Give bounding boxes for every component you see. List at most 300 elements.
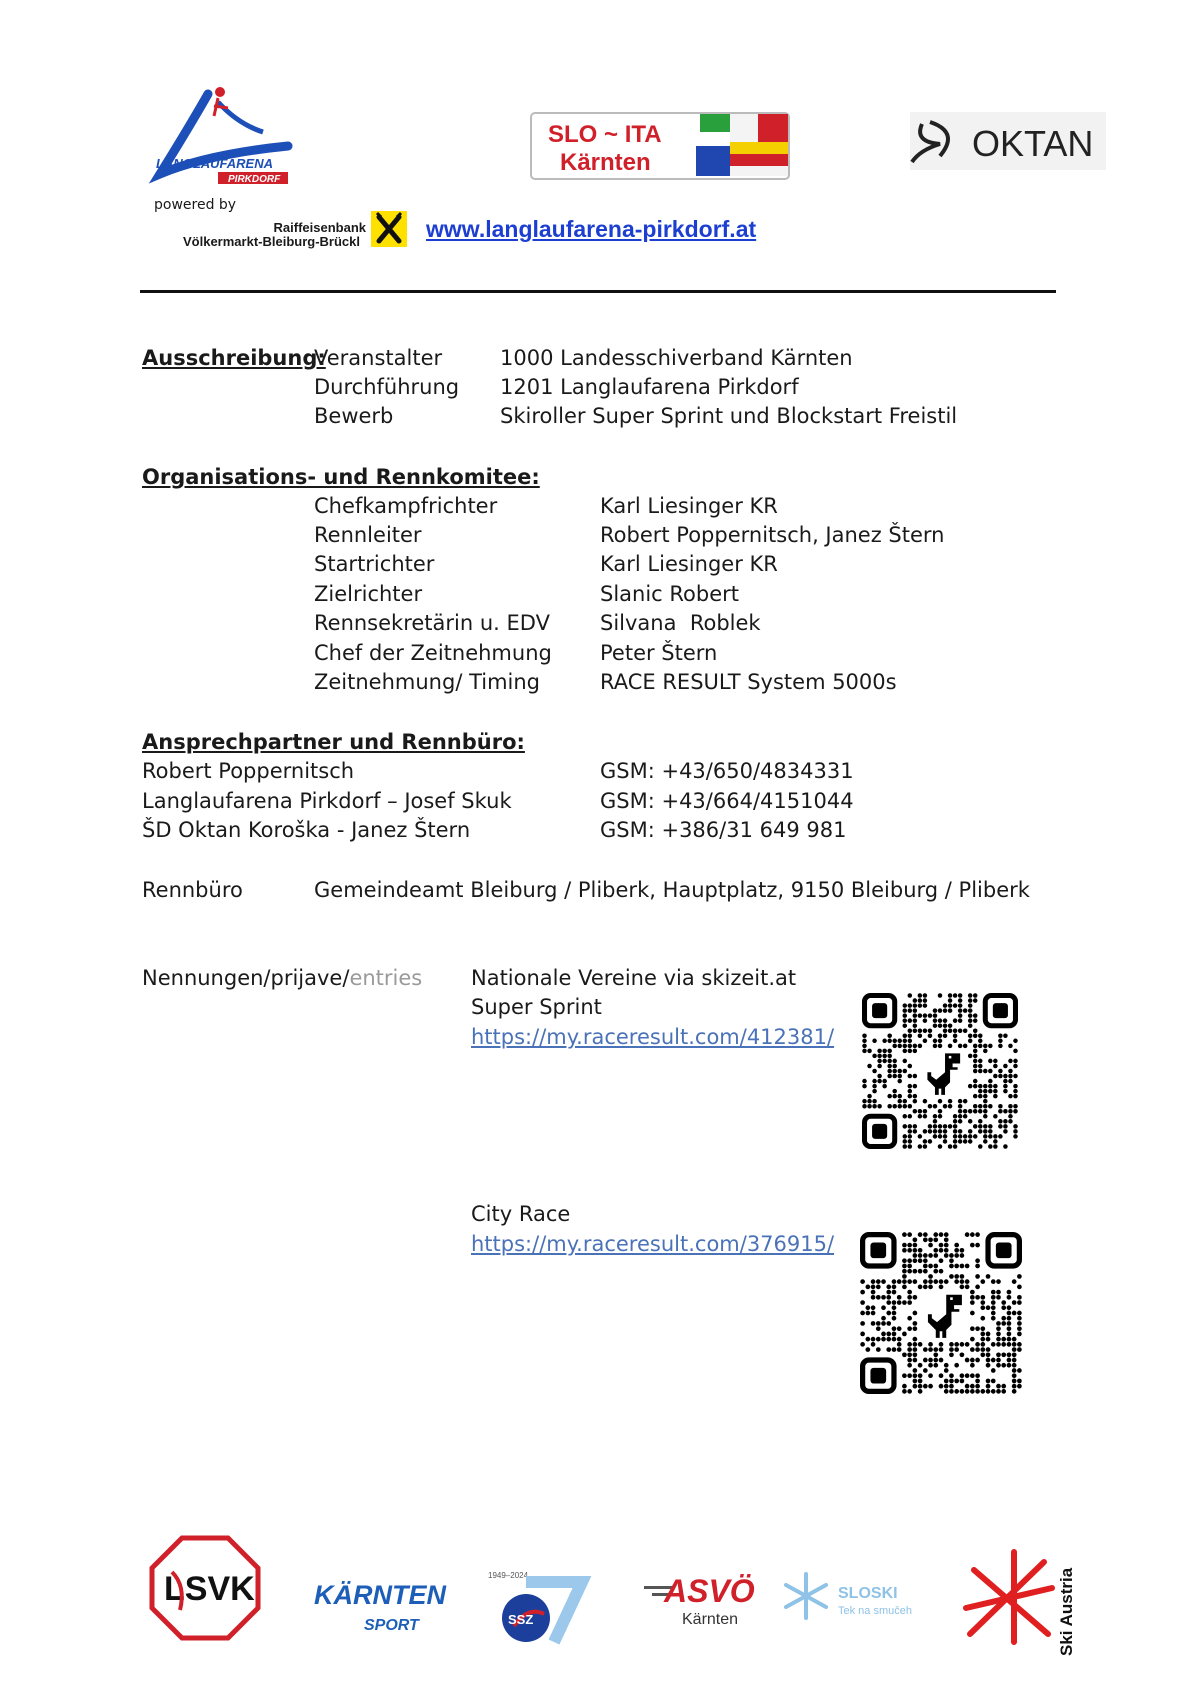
qr-finder-inner	[993, 1003, 1008, 1018]
header-divider	[140, 290, 1056, 293]
qr-module	[913, 998, 918, 1003]
qr-module	[928, 1028, 933, 1033]
qr-module	[918, 1363, 923, 1368]
qr-module	[975, 1358, 980, 1363]
qr-module	[1013, 1059, 1018, 1064]
qr-module	[978, 1084, 983, 1089]
qr-module	[882, 1084, 887, 1089]
qr-module	[902, 1264, 907, 1269]
qr-module	[944, 1384, 949, 1389]
qr-module	[953, 1144, 958, 1149]
qr-module	[923, 1358, 928, 1363]
qr-module	[978, 1144, 983, 1149]
qr-module	[991, 1279, 996, 1284]
qr-module	[938, 1144, 943, 1149]
qr-module	[918, 1389, 923, 1394]
contact-phone: GSM: +386/31 649 981	[600, 818, 847, 842]
qr-module	[871, 1342, 876, 1347]
qr-module	[928, 1285, 933, 1290]
qr-module	[933, 1253, 938, 1258]
qr-module	[944, 1237, 949, 1242]
qr-module	[877, 1064, 882, 1069]
qr-module	[980, 1352, 985, 1357]
qr-module	[860, 1279, 865, 1284]
qr-module	[908, 1094, 913, 1099]
qr-module	[960, 1253, 965, 1258]
qr-module	[958, 993, 963, 998]
qr-module	[903, 1008, 908, 1013]
qr-module	[902, 1279, 907, 1284]
qr-module	[913, 1258, 918, 1263]
qr-module	[881, 1337, 886, 1342]
qr-module	[928, 1139, 933, 1144]
qr-module	[1012, 1373, 1017, 1378]
qr-module	[1012, 1358, 1017, 1363]
qr-module	[913, 1384, 918, 1389]
qr-module	[903, 1013, 908, 1018]
qr-module	[973, 1134, 978, 1139]
qr-module	[923, 1232, 928, 1237]
langlaufarena-logo-text: LANGLAUFARENA	[156, 156, 273, 171]
qr-module	[892, 1039, 897, 1044]
qr-module	[978, 1104, 983, 1109]
qr-module	[960, 1342, 965, 1347]
qr-module	[970, 1311, 975, 1316]
qr-module	[954, 1389, 959, 1394]
qr-module	[963, 1114, 968, 1119]
qr-module	[986, 1352, 991, 1357]
qr-module	[938, 1129, 943, 1134]
qr-module	[860, 1300, 865, 1305]
qr-module	[953, 1134, 958, 1139]
qr-module	[968, 1008, 973, 1013]
qr-module	[949, 1379, 954, 1384]
qr-module	[949, 1373, 954, 1378]
qr-module	[975, 1232, 980, 1237]
qr-module	[897, 1347, 902, 1352]
qr-module	[865, 1337, 870, 1342]
qr-module	[938, 1124, 943, 1129]
qr-module	[918, 1384, 923, 1389]
qr-module	[998, 1034, 1003, 1039]
qr-module	[897, 1279, 902, 1284]
qr-module	[907, 1389, 912, 1394]
city-race-title: City Race	[471, 1202, 571, 1226]
qr-module	[1013, 1109, 1018, 1114]
qr-module	[1007, 1290, 1012, 1295]
qr-module	[886, 1347, 891, 1352]
contact-phone: GSM: +43/664/4151044	[600, 789, 854, 813]
qr-finder-inner	[872, 1124, 887, 1139]
qr-module	[908, 1039, 913, 1044]
qr-module	[998, 1134, 1003, 1139]
qr-module	[948, 1144, 953, 1149]
qr-module	[949, 1264, 954, 1269]
qr-module	[988, 1144, 993, 1149]
qr-module	[949, 1258, 954, 1263]
qr-module	[948, 1028, 953, 1033]
qr-module	[881, 1332, 886, 1337]
qr-module	[903, 1044, 908, 1049]
qr-module	[970, 1295, 975, 1300]
qr-module	[954, 1248, 959, 1253]
qr-module	[978, 1094, 983, 1099]
qr-module	[933, 1347, 938, 1352]
qr-module	[968, 1129, 973, 1134]
contact-name: Langlaufarena Pirkdorf – Josef Skuk	[142, 789, 512, 813]
qr-module	[892, 1285, 897, 1290]
qr-module	[913, 1003, 918, 1008]
qr-module	[882, 1049, 887, 1054]
qr-module	[938, 1039, 943, 1044]
qr-module	[943, 1139, 948, 1144]
qr-module	[996, 1279, 1001, 1284]
qr-module	[953, 1114, 958, 1119]
qr-module	[965, 1285, 970, 1290]
qr-module	[1008, 1059, 1013, 1064]
qr-module	[958, 1044, 963, 1049]
komitee-label: Chef der Zeitnehmung	[314, 641, 552, 665]
qr-module	[954, 1253, 959, 1258]
qr-module	[958, 1129, 963, 1134]
qr-module	[923, 1347, 928, 1352]
qr-module	[983, 1084, 988, 1089]
qr-module	[908, 1049, 913, 1054]
qr-module	[887, 1034, 892, 1039]
qr-module	[975, 1243, 980, 1248]
qr-module	[902, 1389, 907, 1394]
qr-module	[1007, 1326, 1012, 1331]
qr-module	[986, 1305, 991, 1310]
qr-module	[928, 1347, 933, 1352]
qr-module	[933, 1363, 938, 1368]
qr-module	[892, 1316, 897, 1321]
qr-module	[928, 1253, 933, 1258]
qr-module	[991, 1368, 996, 1373]
qr-module	[903, 1034, 908, 1039]
qr-module	[862, 1079, 867, 1084]
qr-module	[933, 1134, 938, 1139]
qr-module	[958, 1139, 963, 1144]
qr-module	[939, 1342, 944, 1347]
qr-module	[923, 998, 928, 1003]
qr-module	[953, 1018, 958, 1023]
qr-module	[933, 1232, 938, 1237]
qr-module	[958, 998, 963, 1003]
qr-module	[991, 1295, 996, 1300]
qr-module	[938, 1034, 943, 1039]
qr-module	[887, 1069, 892, 1074]
qr-module	[978, 1109, 983, 1114]
qr-module	[958, 1028, 963, 1033]
ski-austria-logo	[960, 1548, 1080, 1658]
qr-module	[949, 1389, 954, 1394]
qr-module	[923, 1144, 928, 1149]
asvo-kaernten-logo	[644, 1566, 754, 1628]
qr-module	[907, 1243, 912, 1248]
qr-module	[903, 1049, 908, 1054]
qr-module	[973, 1124, 978, 1129]
qr-module	[938, 1044, 943, 1049]
qr-module	[953, 1003, 958, 1008]
qr-module	[983, 1094, 988, 1099]
city-race-link[interactable]: https://my.raceresult.com/376915/	[471, 1232, 835, 1256]
qr-module	[1012, 1352, 1017, 1357]
qr-module	[943, 1003, 948, 1008]
qr-module	[907, 1300, 912, 1305]
qr-module	[958, 1008, 963, 1013]
qr-module	[918, 1342, 923, 1347]
qr-module	[933, 1013, 938, 1018]
qr-module	[993, 1059, 998, 1064]
qr-module	[939, 1279, 944, 1284]
qr-module	[949, 1274, 954, 1279]
contact-phone: GSM: +43/650/4834331	[600, 759, 854, 783]
langlaufarena-logo	[148, 84, 300, 194]
qr-module	[871, 1321, 876, 1326]
qr-module	[965, 1389, 970, 1394]
qr-module	[988, 1069, 993, 1074]
qr-module	[876, 1347, 881, 1352]
qr-module	[908, 1044, 913, 1049]
qr-module	[998, 1124, 1003, 1129]
qr-module	[975, 1274, 980, 1279]
qr-module	[968, 1084, 973, 1089]
raiffeisen-logo	[371, 211, 407, 247]
qr-module	[867, 1049, 872, 1054]
qr-module	[953, 1034, 958, 1039]
qr-module	[1007, 1295, 1012, 1300]
qr-module	[965, 1373, 970, 1378]
qr-module	[933, 1104, 938, 1109]
qr-module	[902, 1332, 907, 1337]
qr-module	[1008, 1109, 1013, 1114]
qr-module	[968, 1039, 973, 1044]
qr-module	[902, 1300, 907, 1305]
qr-module	[944, 1253, 949, 1258]
qr-module	[965, 1358, 970, 1363]
qr-module	[887, 1059, 892, 1064]
qr-module	[902, 1285, 907, 1290]
qr-module	[918, 1285, 923, 1290]
qr-module	[860, 1321, 865, 1326]
qr-module	[983, 1099, 988, 1104]
qr-module	[862, 1084, 867, 1089]
qr-module	[986, 1358, 991, 1363]
qr-module	[1008, 1104, 1013, 1109]
qr-module	[988, 1084, 993, 1089]
qr-module	[983, 1044, 988, 1049]
qr-module	[948, 1003, 953, 1008]
qr-module	[973, 1079, 978, 1084]
qr-module	[973, 1018, 978, 1023]
qr-module	[918, 1373, 923, 1378]
qr-module	[913, 1008, 918, 1013]
qr-module	[970, 1290, 975, 1295]
qr-module	[913, 1129, 918, 1134]
qr-module	[988, 1059, 993, 1064]
qr-module	[973, 1049, 978, 1054]
nennungen-label-main: Nennungen/prijave/	[142, 966, 350, 990]
qr-module	[970, 1389, 975, 1394]
qr-module	[908, 1008, 913, 1013]
qr-module	[892, 1064, 897, 1069]
qr-module	[881, 1316, 886, 1321]
qr-module	[872, 1079, 877, 1084]
qr-module	[871, 1285, 876, 1290]
qr-module	[991, 1300, 996, 1305]
qr-module	[943, 1104, 948, 1109]
qr-module	[876, 1285, 881, 1290]
super-sprint-qr-code[interactable]	[862, 993, 1018, 1149]
qr-module	[933, 1114, 938, 1119]
qr-module	[973, 1013, 978, 1018]
super-sprint-title: Super Sprint	[471, 995, 602, 1019]
ski-austria-star-icon	[966, 1552, 1052, 1642]
qr-module	[963, 1109, 968, 1114]
nennungen-label-entries: entries	[349, 966, 423, 990]
qr-module	[975, 1373, 980, 1378]
qr-module	[928, 1279, 933, 1284]
qr-module	[902, 1384, 907, 1389]
qr-module	[862, 1039, 867, 1044]
qr-module	[908, 1129, 913, 1134]
qr-module	[1013, 1049, 1018, 1054]
lsvk-text: LSVK	[164, 1570, 255, 1608]
qr-module	[1013, 1074, 1018, 1079]
qr-module	[918, 1034, 923, 1039]
qr-module	[958, 1104, 963, 1109]
qr-module	[908, 1144, 913, 1149]
qr-module	[948, 1023, 953, 1028]
qr-module	[978, 1044, 983, 1049]
qr-module	[1017, 1285, 1022, 1290]
qr-module	[960, 1352, 965, 1357]
super-sprint-link[interactable]: https://my.raceresult.com/412381/	[471, 1025, 835, 1049]
qr-module	[913, 1253, 918, 1258]
qr-module	[933, 1264, 938, 1269]
qr-module	[1001, 1337, 1006, 1342]
qr-module	[944, 1243, 949, 1248]
qr-module	[881, 1279, 886, 1284]
qr-module	[913, 1326, 918, 1331]
qr-module	[886, 1337, 891, 1342]
qr-module	[978, 1129, 983, 1134]
qr-module	[1017, 1379, 1022, 1384]
qr-module	[933, 1124, 938, 1129]
qr-module	[1013, 1064, 1018, 1069]
komitee-value: Karl Liesinger KR	[600, 552, 778, 576]
qr-module	[918, 1248, 923, 1253]
qr-module	[975, 1379, 980, 1384]
qr-module	[970, 1243, 975, 1248]
city-race-qr-code[interactable]	[860, 1232, 1022, 1394]
qr-finder-inner	[872, 1003, 887, 1018]
qr-module	[960, 1264, 965, 1269]
komitee-label: Chefkampfrichter	[314, 494, 498, 518]
qr-module	[923, 1028, 928, 1033]
qr-module	[944, 1363, 949, 1368]
qr-module	[993, 1084, 998, 1089]
qr-module	[980, 1342, 985, 1347]
qr-module	[973, 1054, 978, 1059]
qr-module	[1012, 1368, 1017, 1373]
qr-module	[892, 1300, 897, 1305]
asvo-sub-text: Kärnten	[682, 1611, 739, 1628]
qr-module	[908, 1114, 913, 1119]
asvo-text: ASVÖ	[664, 1573, 755, 1609]
qr-module	[954, 1264, 959, 1269]
qr-module	[903, 1003, 908, 1008]
qr-module	[958, 1099, 963, 1104]
qr-module	[939, 1232, 944, 1237]
qr-module	[871, 1337, 876, 1342]
qr-module	[907, 1264, 912, 1269]
qr-module	[1017, 1311, 1022, 1316]
qr-module	[907, 1295, 912, 1300]
qr-module	[913, 1237, 918, 1242]
qr-module	[968, 1119, 973, 1124]
qr-module	[928, 1363, 933, 1368]
qr-module	[993, 1089, 998, 1094]
qr-module	[1017, 1295, 1022, 1300]
snowflake-icon	[786, 1574, 826, 1618]
qr-module	[902, 1373, 907, 1378]
qr-module	[887, 1039, 892, 1044]
qr-module	[996, 1389, 1001, 1394]
qr-module	[960, 1279, 965, 1284]
qr-module	[876, 1326, 881, 1331]
qr-module	[978, 1124, 983, 1129]
qr-module	[953, 1119, 958, 1124]
qr-module	[954, 1342, 959, 1347]
qr-module	[872, 1054, 877, 1059]
qr-module	[968, 1109, 973, 1114]
qr-module	[1003, 1079, 1008, 1084]
qr-module	[923, 993, 928, 998]
qr-module	[928, 1237, 933, 1242]
qr-module	[913, 1044, 918, 1049]
qr-module	[872, 1089, 877, 1094]
qr-module	[897, 1342, 902, 1347]
qr-module	[1017, 1384, 1022, 1389]
qr-module	[954, 1279, 959, 1284]
ssz-years-text: 1949–2024	[488, 1571, 529, 1580]
qr-module	[908, 1018, 913, 1023]
qr-module	[986, 1274, 991, 1279]
qr-module	[965, 1342, 970, 1347]
komitee-heading: Organisations- und Rennkomitee:	[142, 465, 540, 489]
ski-austria-text: Ski Austria	[1057, 1567, 1076, 1656]
qr-module	[933, 1023, 938, 1028]
qr-module	[953, 1039, 958, 1044]
qr-module	[913, 1311, 918, 1316]
website-link[interactable]: www.langlaufarena-pirkdorf.at	[426, 216, 757, 242]
qr-module	[903, 1039, 908, 1044]
qr-module	[862, 1034, 867, 1039]
qr-module	[892, 1347, 897, 1352]
qr-module	[996, 1352, 1001, 1357]
qr-module	[975, 1258, 980, 1263]
qr-module	[897, 1039, 902, 1044]
qr-module	[876, 1321, 881, 1326]
qr-module	[907, 1232, 912, 1237]
qr-module	[996, 1332, 1001, 1337]
rennbuero-value: Gemeindeamt Bleiburg / Pliberk, Hauptplatz, 9150 Bleiburg / Pliberk	[314, 878, 1030, 902]
qr-module	[996, 1326, 1001, 1331]
qr-module	[980, 1295, 985, 1300]
qr-module	[998, 1109, 1003, 1114]
